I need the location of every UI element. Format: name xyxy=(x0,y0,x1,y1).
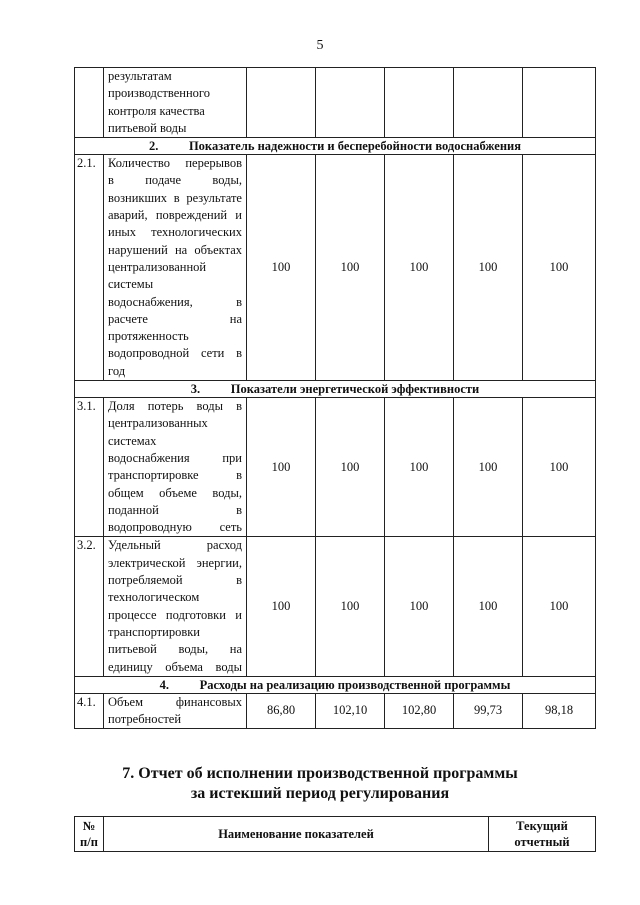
table-header-row xyxy=(75,817,596,852)
row-number xyxy=(75,68,104,138)
value-cell: 100 xyxy=(523,537,596,676)
table-row xyxy=(75,155,596,381)
indicator-name xyxy=(104,693,247,729)
indicator-name-line: электрической энергии, xyxy=(108,555,242,570)
value-cell: 102,80 xyxy=(385,693,454,729)
indicators-table xyxy=(74,67,596,729)
value-cell: 98,18 xyxy=(523,693,596,729)
value-cell: 100 xyxy=(316,155,385,381)
value-cell: 100 xyxy=(385,398,454,537)
indicator-name-line: Удельный расход xyxy=(108,538,242,553)
indicator-name xyxy=(104,398,247,537)
column-header-number: № п/п xyxy=(75,817,104,852)
indicator-name-line: технологическом xyxy=(108,590,200,605)
indicator-name-line: общем объеме воды, xyxy=(108,485,242,500)
value-cell: 100 xyxy=(385,537,454,676)
row-number: 3.2. xyxy=(75,537,104,676)
value-cell: 100 xyxy=(247,537,316,676)
section-title: Показатель надежности и бесперебойности водоснабжения xyxy=(188,139,522,154)
indicator-name-line: аварий, повреждений и xyxy=(108,208,242,223)
section-number: 4. xyxy=(159,677,170,692)
value-cell: 100 xyxy=(316,537,385,676)
indicator-name-line: контроля качества xyxy=(108,103,205,118)
row-number: 3.1. xyxy=(75,398,104,537)
indicator-name-line: водопроводную сеть xyxy=(108,520,242,535)
section-title: Расходы на реализацию производственной программы xyxy=(199,677,511,692)
indicator-name-line: водоснабжения, в xyxy=(108,294,242,309)
section-title: Показатели энергетической эффективности xyxy=(230,382,480,397)
indicator-name-line: питьевой воды, на xyxy=(108,642,242,657)
indicator-name xyxy=(104,68,247,138)
section-row xyxy=(75,676,596,693)
indicator-name-line: возникших в результате xyxy=(108,190,242,205)
value-cell: 86,80 xyxy=(247,693,316,729)
value-cell: 102,10 xyxy=(316,693,385,729)
page-number: 5 xyxy=(316,38,324,53)
value-cell: 100 xyxy=(454,398,523,537)
value-cell: 100 xyxy=(454,537,523,676)
indicator-name-line: системах xyxy=(108,433,157,448)
value-cell: 100 xyxy=(523,155,596,381)
value-cell: 99,73 xyxy=(454,693,523,729)
indicator-name-line: результатам xyxy=(108,69,172,83)
row-number: 4.1. xyxy=(75,693,104,729)
section-heading xyxy=(0,764,640,804)
indicator-name-line: нарушений на объектах xyxy=(108,242,242,257)
indicator-name-line: Доля потерь воды в xyxy=(108,399,242,414)
section-number: 3. xyxy=(190,382,201,397)
indicator-name-line: производственного xyxy=(108,86,210,101)
indicator-name-line: Объем финансовых xyxy=(108,694,242,709)
column-header-name: Наименование показателей xyxy=(104,817,489,852)
indicator-name-line: транспортировке в xyxy=(108,468,242,483)
column-header-current: Текущий отчетный xyxy=(489,817,596,852)
section-heading-line: за истекший период регулирования xyxy=(190,785,450,802)
section-heading-line: 7. Отчет об исполнении производственной программы xyxy=(122,765,518,782)
value-cell: 100 xyxy=(247,155,316,381)
value-cell: 100 xyxy=(454,155,523,381)
table-row xyxy=(75,693,596,729)
indicator-name-line: расчете на xyxy=(108,311,242,326)
section-row xyxy=(75,381,596,398)
indicator-name xyxy=(104,155,247,381)
indicator-name-line: год xyxy=(108,363,126,378)
indicator-name-line: Количество перерывов xyxy=(108,156,242,171)
indicator-name-line: водоснабжения при xyxy=(108,450,242,465)
indicator-name-line: централизованной xyxy=(108,259,207,274)
report-table xyxy=(74,816,596,852)
value-cell: 100 xyxy=(523,398,596,537)
indicator-name-line: потребляемой в xyxy=(108,573,242,588)
table-row xyxy=(75,537,596,676)
table-row xyxy=(75,68,596,138)
section-row xyxy=(75,138,596,155)
row-number: 2.1. xyxy=(75,155,104,381)
value-cell: 100 xyxy=(316,398,385,537)
indicator-name-line: потребностей xyxy=(108,712,182,727)
table-row xyxy=(75,398,596,537)
indicator-name-line: централизованных xyxy=(108,416,208,431)
indicator-name-line: питьевой воды xyxy=(108,120,187,135)
indicator-name-line: системы xyxy=(108,277,154,292)
indicator-name-line: в подаче воды, xyxy=(108,173,242,188)
indicator-name-line: водопроводной сети в xyxy=(108,346,242,361)
section-number: 2. xyxy=(148,139,159,154)
indicator-name-line: поданной в xyxy=(108,502,242,517)
indicator-name-line: процессе подготовки и xyxy=(108,607,242,622)
indicator-name-line: транспортировки xyxy=(108,624,200,639)
indicator-name-line: единицу объема воды xyxy=(108,659,242,674)
value-cell: 100 xyxy=(385,155,454,381)
indicator-name-line: иных технологических xyxy=(108,225,242,240)
indicator-name-line: протяженность xyxy=(108,329,189,344)
indicator-name xyxy=(104,537,247,676)
value-cell: 100 xyxy=(247,398,316,537)
